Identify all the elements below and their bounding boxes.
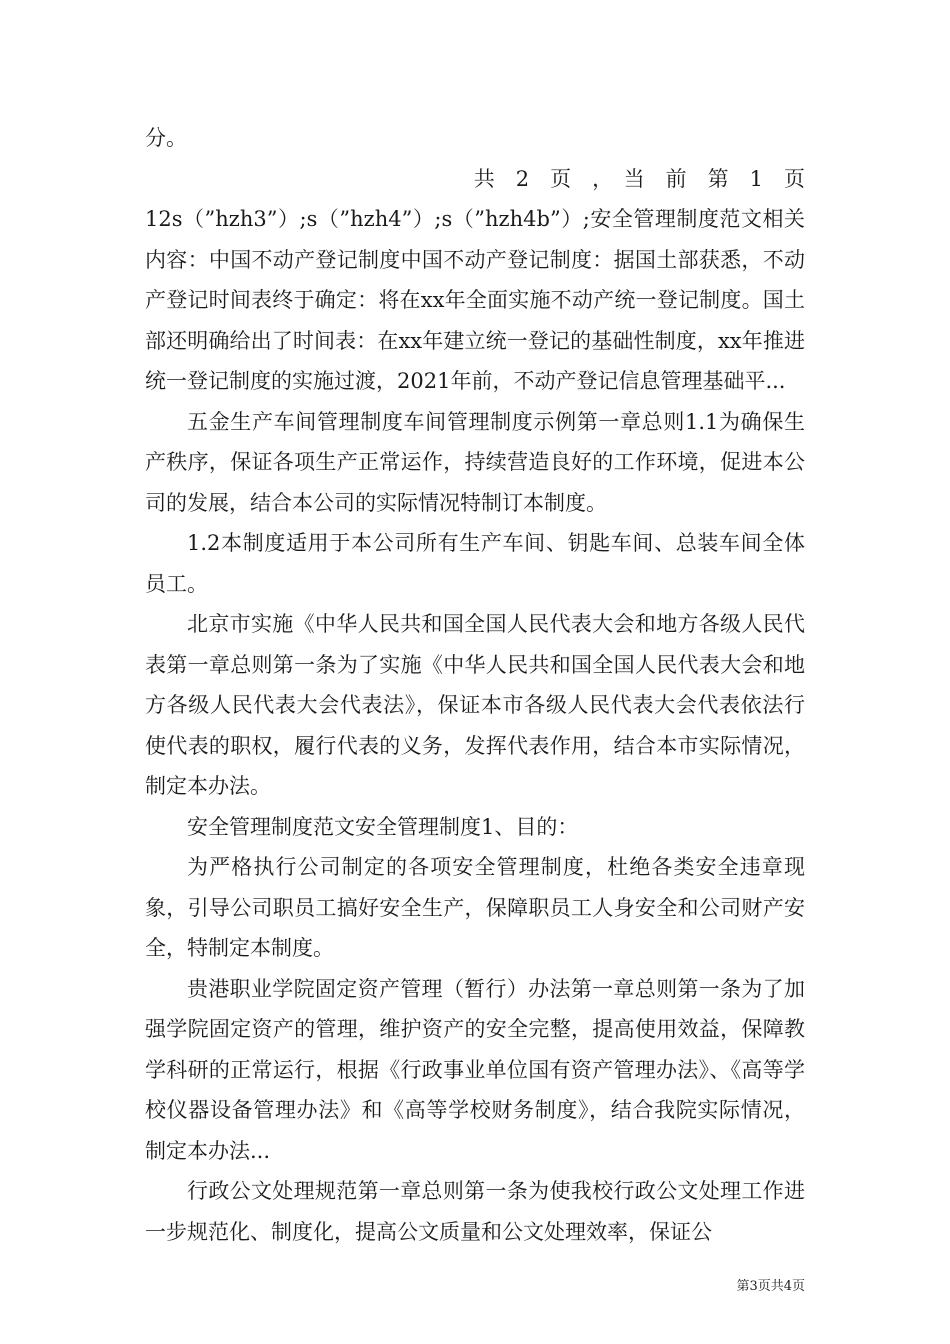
- paragraph-8: 行政公文处理规范第一章总则第一条为使我校行政公文处理工作进一步规范化、制度化，提高公文质量和公文处理效率，保证公: [145, 1179, 805, 1244]
- document-body: [145, 118, 805, 1252]
- paragraph-1: 12s（”hzh3”）;s（”hzh4”）;s（”hzh4b”）;安全管理制度范文相关内容：中国不动产登记制度中国不动产登记制度：据国土部获悉，不动产登记时间表终于确定：将在xx年全面实施不动产统一登记制度。国土部还明确给出了时间表：在xx年建立统一登记的基础性制度，xx年推进统一登记制度的实施过渡，2021年前，不动产登记信息管理基础平...: [145, 207, 805, 393]
- paragraph-7: 贵港职业学院固定资产管理（暂行）办法第一章总则第一条为了加强学院固定资产的管理，维护资产的安全完整，提高使用效益，保障教学科研的正常运行，根据《行政事业单位国有资产管理办法》、《高等学校仪器设备管理办法》和《高等学校财务制度》，结合我院实际情况，制定本办法...: [145, 976, 805, 1163]
- paragraph-2: 五金生产车间管理制度车间管理制度示例第一章总则1.1为确保生产秩序，保证各项生产正常运作，持续营造良好的工作环境，促进本公司的发展，结合本公司的实际情况特制订本制度。: [145, 409, 805, 515]
- paragraph-3: 1.2本制度适用于本公司所有生产车间、钥匙车间、总装车间全体员工。: [145, 531, 805, 596]
- paragraph-5: 安全管理制度范文安全管理制度1、目的：: [187, 814, 579, 839]
- page-counter-line: 共 2 页 ， 当 前 第 1 页: [473, 166, 805, 191]
- page-footer: 第3页共4页: [736, 1279, 805, 1294]
- paragraph-fragment: 分。: [145, 126, 187, 150]
- paragraph-4: 北京市实施《中华人民共和国全国人民代表大会和地方各级人民代表第一章总则第一条为了实施《中华人民共和国全国人民代表大会和地方各级人民代表大会代表法》，保证本市各级人民代表大会代表依法行使代表的职权，履行代表的义务，发挥代表作用，结合本市实际情况，制定本办法。: [145, 612, 805, 798]
- paragraph-6: 为严格执行公司制定的各项安全管理制度，杜绝各类安全违章现象，引导公司职员工搞好安全生产，保障职员工人身安全和公司财产安全，特制定本制度。: [145, 855, 805, 960]
